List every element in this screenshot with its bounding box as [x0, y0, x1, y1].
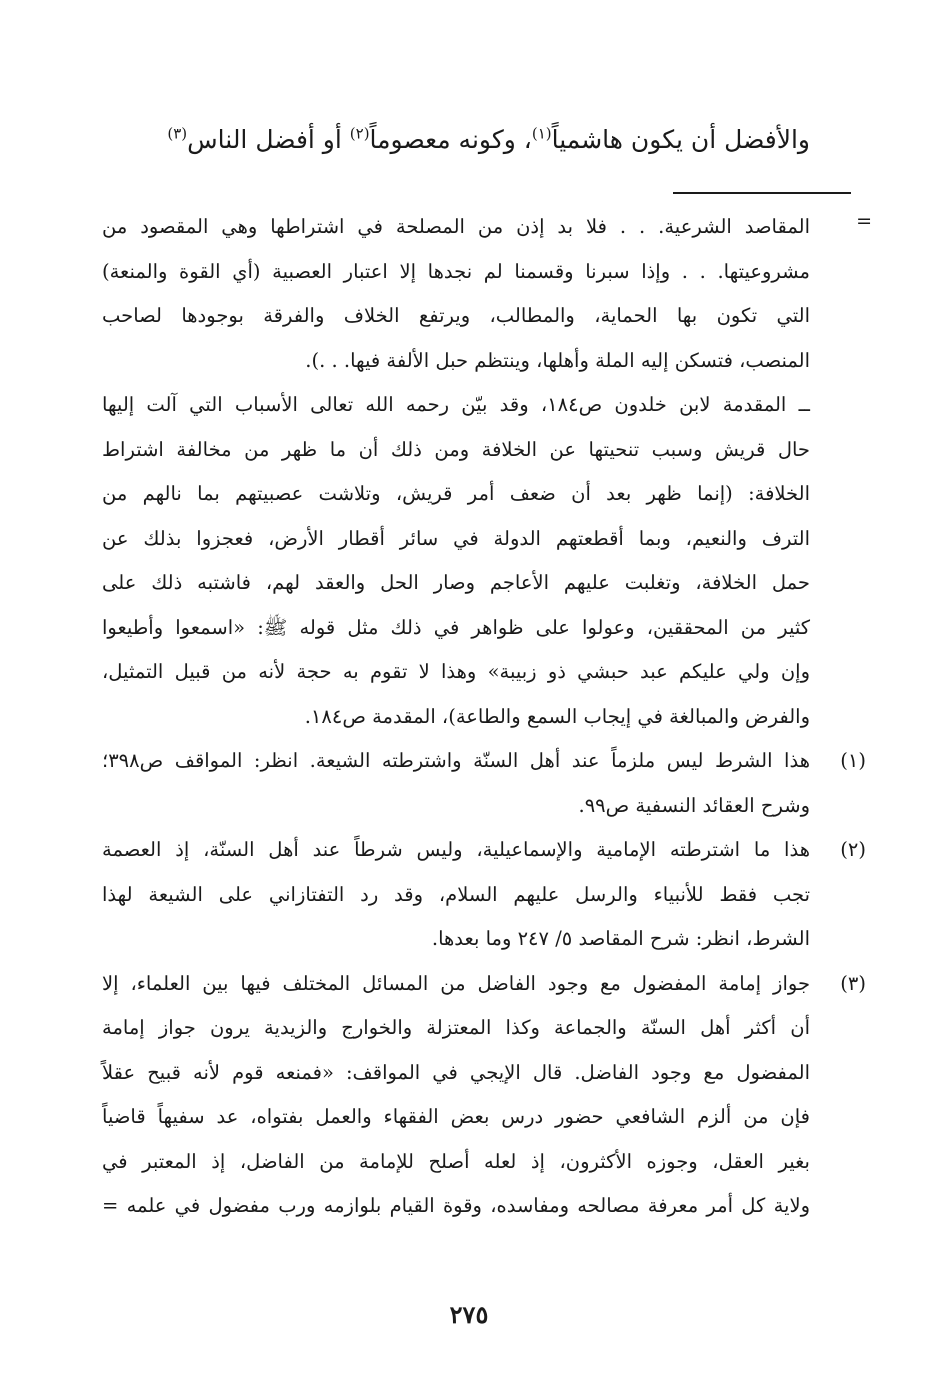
- footnote-line: ــ المقدمة لابن خلدون ص١٨٤، وقد بيّن رحمه الله تعالى الأسباب التي آلت إليها: [102, 393, 810, 416]
- main-text-part-1: والأفضل أن يكون هاشمياً: [551, 125, 810, 154]
- footnote-line: مشروعيتها. . . وإذا سبرنا وقسمنا لم نجدها إلا اعتبار العصبية (أي القوة والمنعة): [102, 259, 810, 283]
- footnote-number: (٣): [840, 971, 866, 995]
- footnote-ref-3[interactable]: (٣): [167, 124, 188, 143]
- footnote-line: كثير من المحققين، وعولوا على ظواهر في ذلك مثل قوله ﷺ: «اسمعوا وأطيعوا: [102, 615, 810, 639]
- footnote-line: التي تكون بها الحماية، والمطالب، ويرتفع الخلاف والفرقة بوجودها لصاحب: [102, 304, 810, 327]
- footnote-number: (٢): [840, 838, 866, 861]
- continued-footnote: [102, 205, 810, 739]
- footnote-line: بغير العقل، وجوزه الأكثرون، إذ لعله أصلح للإمامة من الفاضل، إذ المعتبر في: [102, 1149, 810, 1173]
- footnote-line: الشرط، انظر: شرح المقاصد ٥/ ٢٤٧ وما بعدها.: [431, 927, 810, 950]
- footnote-line: هذا ما اشترطته الإمامية والإسماعيلية، وليس شرطاً عند أهل السنّة، إذ العصمة: [102, 838, 810, 861]
- footnote-number: (١): [840, 749, 866, 772]
- footnote-line: ولاية كل أمر معرفة مصالحه ومفاسده، وقوة القيام بلوازمه ورب مفضول في علمه =: [102, 1194, 810, 1217]
- footnote-line: المقاصد الشرعية. . . فلا بد إذن من المصلحة في اشتراطها وهي المقصود من: [102, 215, 810, 238]
- footnote-3: [102, 962, 866, 1229]
- footnote-line: جواز إمامة المفضول مع وجود الفاضل من المسائل المختلف فيها بين العلماء، إلا: [102, 971, 810, 995]
- footnote-line: الترف والنعيم، وبما أقطعتهم الدولة في سائر أقطار الأرض، فعجزوا بذلك عن: [102, 526, 810, 550]
- footnote-line: حال قريش وسبب تنحيتها عن الخلافة ومن ذلك أن ما ظهر من مخالفة اشتراط: [102, 437, 810, 461]
- footnote-separator-rule: [673, 192, 851, 194]
- footnote-line: وشرح العقائد النسفية ص٩٩.: [578, 793, 810, 817]
- footnote-line: فإن من ألزم الشافعي حضور درس بعض الفقهاء والعمل بفتواه، عد سفيهاً قاضياً: [102, 1105, 810, 1128]
- footnotes-area: [102, 205, 866, 1229]
- main-text: [110, 118, 810, 162]
- continuation-mark: =: [856, 210, 872, 232]
- footnote-line: المفضول مع وجود الفاضل. قال الإيجي في المواقف: «فمنعه قوم لأنه قبيح عقلاً: [102, 1060, 810, 1084]
- main-text-part-3: أو أفضل الناس: [187, 125, 350, 154]
- footnote-line: أن أكثر أهل السنّة والجماعة وكذا المعتزلة والخوارج والزيدية يرون جواز إمامة: [102, 1016, 810, 1039]
- footnote-line: والفرض والمبالغة في إيجاب السمع والطاعة)، المقدمة ص١٨٤.: [304, 704, 810, 728]
- footnote-line: حمل الخلافة، وتغلبت عليهم الأعاجم وصار الحل والعقد لهم، فاشتبه ذلك على: [102, 571, 810, 594]
- footnote-line: تجب فقط للأنبياء والرسل عليهم السلام، وقد رد التفتازاني على الشيعة لهذا: [102, 882, 810, 906]
- page-number: ٢٧٥: [449, 1300, 489, 1329]
- footnote-line: المنصب، فتسكن إليه الملة وأهلها، وينتظم حبل الألفة فيها. . .).: [305, 348, 810, 372]
- main-text-part-2: ، وكونه معصوماً: [369, 125, 532, 154]
- footnote-line: وإن ولي عليكم عبد حبشي ذو زبيبة» وهذا لا تقوم به حجة لأنه من قبيل التمثيل،: [102, 660, 810, 683]
- footnote-line: الخلافة: (إنما ظهر بعد أن ضعف أمر قريش، وتلاشت عصبيتهم بما نالهم من: [102, 482, 810, 505]
- footnote-ref-1[interactable]: (١): [531, 124, 552, 143]
- footnote-ref-2[interactable]: (٢): [349, 124, 370, 143]
- footnote-2: [102, 828, 866, 962]
- footnote-line: هذا الشرط ليس ملزماً عند أهل السنّة واشترطته الشيعة. انظر: المواقف ص٣٩٨؛: [102, 749, 810, 772]
- footnote-1: [102, 739, 866, 828]
